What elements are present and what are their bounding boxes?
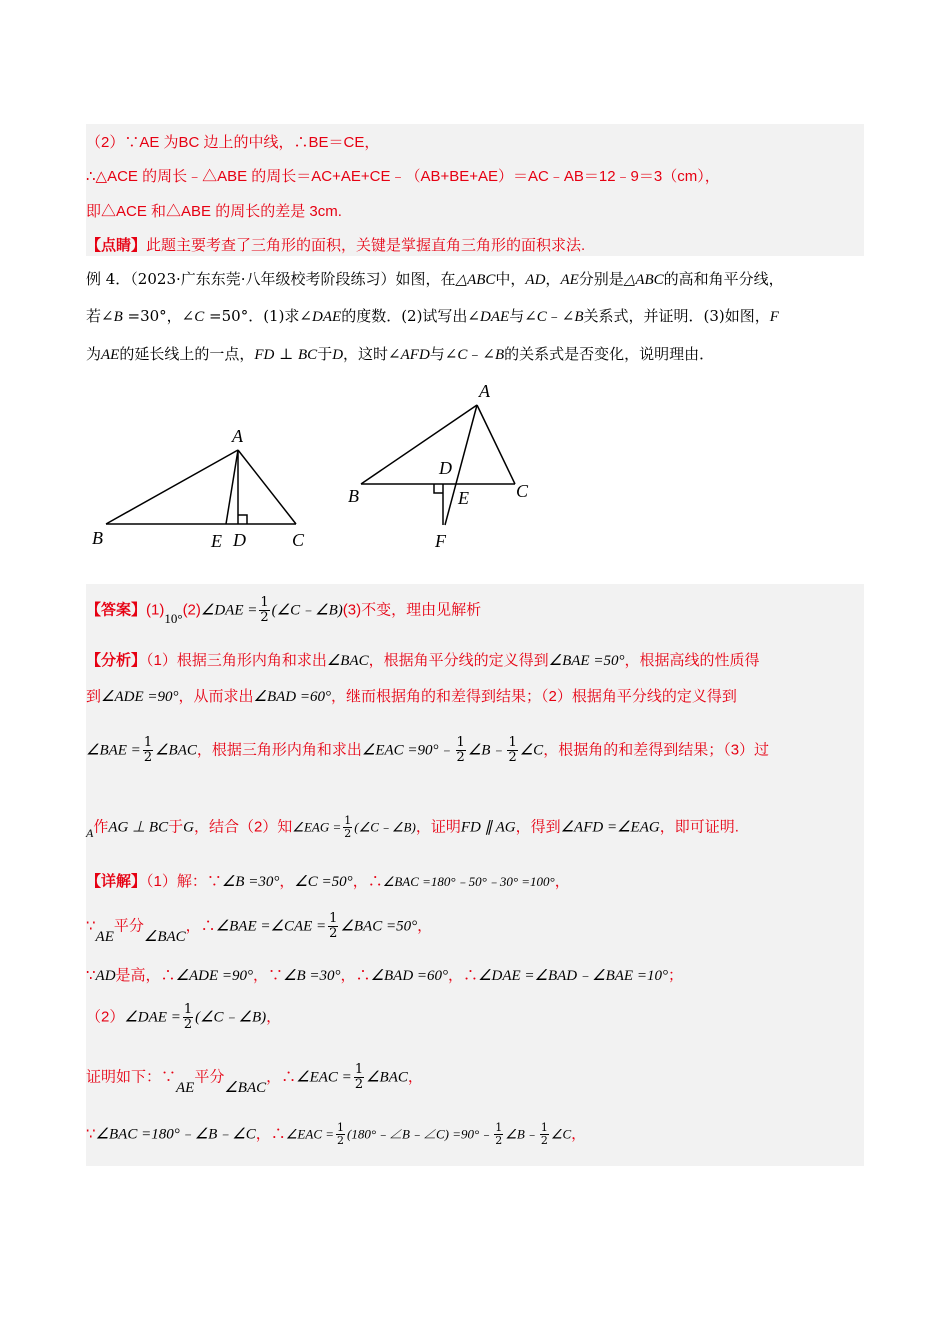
detail-l6-ft: 1 [337,1121,345,1134]
problem-line2-g: 的度数．(2)试写出∠ [341,307,481,325]
fig1-label-e: E [211,531,222,551]
problem-line1-b: 中， [495,270,526,288]
problem-line2-d: C [194,309,205,325]
detail-l6-fb: 2 [337,1134,345,1147]
problem-line3-d: FD [254,347,275,363]
detail-l1-b: ∠B =30° [221,874,280,890]
detail-l6-g: ∠C [550,1126,572,1142]
detail-line-3 [86,964,683,985]
detail-line-5 [86,1062,423,1096]
fig2-label-d: D [439,458,452,478]
analysis-l2-c: ，从而求出 [178,688,254,705]
problem-line3-k: 与∠ [429,345,458,363]
detail-l4-fb: 2 [183,1017,193,1032]
answer-frac-bot: 2 [260,610,269,625]
fig2-label-b: B [348,486,359,506]
problem-line3-o: 的关系式是否变化，说明理由． [504,345,715,363]
analysis-l4-g: ∠EAG = [292,819,342,835]
analysis-l2-d: ∠BAD =60° [253,689,331,705]
answer-p2: (2) [182,601,201,619]
answer-frac-top: 1 [260,595,269,610]
detail-l2-ft: 1 [329,911,338,926]
analysis-l4-frac-bot: 2 [344,827,352,840]
detail-l3-a: ∵ [86,967,96,984]
detail-l3-c: 是高，∴ [115,967,176,984]
analysis-l3-g: ，根据角的和差得到结果；（3）过 [543,741,770,759]
detail-l5-d: ∠BAC [224,1079,267,1096]
analysis-l3-frac2-top: 1 [456,735,465,750]
fig1-label-c: C [292,530,305,550]
answer-p3: (3)不变，理由见解析 [342,601,482,619]
triangle-figure-2 [345,375,545,555]
analysis-l2-e: ，继而根据角的和差得到结果；（2）根据角平分线的定义得到 [331,688,737,705]
problem-line2-l: B [574,309,584,325]
problem-line-1 [86,268,784,289]
detail-l2-h: ， [417,917,433,935]
analysis-l3-f: ∠C [519,742,544,759]
problem-line2-m: 关系式，并证明．(3)如图， [583,307,770,325]
detail-l6-a: ∵ [86,1125,96,1143]
analysis-l4-e: G [183,819,194,836]
detail-l1-d: ∠C =50° [294,874,353,890]
problem-line2-f: DAE [312,309,342,325]
comment-text: 此题主要考查了三角形的面积，关键是掌握直角三角形的面积求法. [146,237,586,254]
problem-line1-ad: AD [525,272,546,288]
prev-solution-line-3 [86,200,342,221]
analysis-l4-f: ，结合（2）知 [193,818,293,836]
prev-solution-line1: （2）∵AE 为BC 边上的中线，∴BE＝CE， [86,134,380,151]
detail-l6-f3b: 2 [540,1134,548,1147]
detail-line-2 [86,911,433,945]
analysis-l4-c: AG ⊥ BC [108,819,169,836]
answer-line [86,596,481,625]
problem-line-2 [86,305,779,326]
detail-tag: 【详解】 [86,873,147,890]
detail-l1-c: ， [279,873,295,890]
answer-eq-right: (∠C﹣∠B) [271,602,343,619]
detail-l6-f: ∠B﹣ [505,1126,538,1142]
analysis-l1-e: ，根据高线的性质得 [624,652,760,669]
problem-line3-h: D [332,347,344,363]
analysis-l2-b: ∠ADE =90° [101,689,179,705]
detail-l4-b: ∠DAE = [124,1009,181,1026]
fig2-label-c: C [516,481,529,501]
detail-l2-f: ∠BAE =∠CAE = [215,918,327,935]
analysis-l3-b: ∠BAC [155,742,197,759]
analysis-l4-a: A [86,825,94,840]
analysis-l4-b: 作 [93,818,109,836]
fig2-label-a: A [479,381,490,401]
detail-l3-g: ，∴ [340,967,371,984]
detail-l3-d: ∠ADE =90° [175,968,254,984]
problem-line2-a: 若∠ [86,307,114,325]
problem-line3-m: ﹣∠ [467,345,495,363]
problem-line2-c: =30°，∠ [122,307,195,325]
answer-eq-left: ∠DAE = [200,602,258,619]
problem-line1-ae: AE [560,272,579,288]
detail-l6-f2b: 2 [495,1134,503,1147]
problem-line3-c: 的延长线上的一点， [119,345,255,363]
detail-l2-g: ∠BAC =50° [340,918,418,935]
detail-l3-k: ； [667,967,683,984]
problem-line3-f: BC [298,347,318,363]
prev-solution-comment [86,234,585,255]
detail-l3-j: ∠DAE =∠BAD﹣∠BAE =10° [478,968,668,984]
analysis-l3-frac-bot: 2 [143,750,153,765]
detail-l6-c: ，∴ [255,1125,286,1143]
detail-line-1 [86,870,570,891]
problem-line2-k: ﹣∠ [546,307,575,325]
detail-l4-ft: 1 [183,1002,193,1017]
analysis-line-3 [86,736,769,765]
analysis-tag: 【分析】 [86,652,147,669]
analysis-line-4 [86,815,739,840]
problem-line1-d: 分别是 [578,270,624,288]
analysis-l4-h: (∠C﹣∠B) [354,819,416,835]
fig1-label-d: D [233,530,246,550]
detail-l6-e: (180°﹣∠B﹣∠C) =90°﹣ [347,1126,493,1142]
detail-l5-f: ∠EAC = [296,1069,352,1086]
prev-solution-line-1 [86,131,379,152]
problem-line1-e: 的高和角平分线， [663,270,784,288]
problem-line3-b: AE [101,347,120,363]
detail-l2-a: ∵ [86,917,96,935]
detail-l2-e: ，∴ [185,917,216,935]
detail-l5-a: 证明如下：∵ [86,1068,177,1086]
prev-solution-line2: ∴△ACE 的周长﹣△ABE 的周长＝AC+AE+CE﹣（AB+BE+AE）＝AC﹣AB＝12﹣9＝3（cm）， [86,168,720,185]
detail-l2-b: AE [95,928,114,945]
problem-line3-l: C [457,347,468,363]
prev-solution-line3: 即△ACE 和△ABE 的周长的差是 3cm. [86,203,342,220]
detail-l1-e: ，∴ [352,873,383,890]
problem-line3-j: AFD [400,347,430,363]
problem-line3-n: B [494,347,505,363]
analysis-l3-frac-top: 1 [143,735,153,750]
fig1-label-b: B [92,528,103,548]
detail-l2-d: ∠BAC [143,928,186,945]
fig1-label-a: A [232,426,243,446]
analysis-l4-k: ，得到 [515,818,561,836]
detail-l2-fb: 2 [329,926,338,941]
detail-l5-ft: 1 [354,1062,364,1077]
detail-l5-fb: 2 [354,1077,364,1092]
problem-line1-c: ， [545,270,561,288]
fig2-label-f: F [435,531,446,551]
problem-line2-e: =50°．(1)求∠ [204,307,313,325]
detail-l3-h: ∠BAD =60° [370,968,449,984]
detail-l4-a: （2） [86,1008,125,1026]
problem-line2-n: F [769,309,779,325]
detail-l3-b: AD [95,968,116,984]
analysis-l3-c: ，根据三角形内角和求出 [196,741,362,759]
problem-line3-a: 为 [86,345,102,363]
analysis-l1-d: ∠BAE =50° [548,653,625,669]
detail-l6-b: ∠BAC =180°﹣∠B﹣∠C [95,1126,256,1143]
analysis-l3-a: ∠BAE = [86,742,141,759]
detail-l4-d: ， [266,1008,282,1026]
analysis-l2-a: 到 [86,688,102,705]
prev-solution-line-2 [86,165,720,186]
problem-line3-i: ，这时∠ [343,345,401,363]
detail-l1-g: ， [554,873,570,890]
detail-l5-h: ， [407,1068,423,1086]
detail-l3-i: ，∴ [448,967,479,984]
detail-l6-f2t: 1 [495,1121,503,1134]
problem-line2-b: B [113,309,123,325]
detail-l3-e: ，∵ [253,967,284,984]
analysis-l3-d: ∠EAC =90°﹣ [361,742,454,759]
detail-l5-c: 平分 [194,1068,225,1086]
analysis-l4-l: ∠AFD =∠EAG [560,819,660,836]
comment-tag: 【点睛】 [86,237,147,254]
detail-l5-b: AE [176,1079,195,1096]
analysis-l3-frac3-top: 1 [508,735,517,750]
answer-v1: 10° [164,610,183,626]
detail-l1-f: ∠BAC =180°﹣50°﹣30° =100° [382,874,555,889]
problem-line1-tri: △ABC [455,272,496,288]
detail-l2-c: 平分 [113,917,144,935]
answer-p1: (1) [146,601,165,619]
detail-line-6 [86,1122,586,1147]
detail-l3-f: ∠B =30° [283,968,341,984]
analysis-l1-b: ∠BAC [326,653,369,669]
problem-line3-g: 于 [317,345,333,363]
analysis-l1-a: （1）根据三角形内角和求出 [146,652,327,669]
detail-l6-d: ∠EAC = [285,1126,335,1142]
detail-l5-e: ，∴ [266,1068,297,1086]
fig2-label-e: E [458,488,469,508]
analysis-l4-j: FD ∥ AG [460,819,516,836]
detail-l6-h: ， [571,1125,587,1143]
problem-line1-a: 例 4．（2023·广东东莞·八年级校考阶段练习）如图，在 [86,270,456,288]
analysis-l4-i: ，证明 [415,818,461,836]
analysis-l4-m: ，即可证明. [659,818,739,836]
detail-l5-g: ∠BAC [366,1069,408,1086]
triangle-figure-1 [86,420,326,560]
analysis-l3-frac2-bot: 2 [456,750,465,765]
detail-l6-f3t: 1 [540,1121,548,1134]
analysis-l4-frac-top: 1 [344,814,352,827]
problem-line-3 [86,343,714,364]
analysis-l1-c: ，根据角平分线的定义得到 [368,652,549,669]
detail-l4-c: (∠C﹣∠B) [195,1009,267,1026]
analysis-l3-e: ∠B﹣ [467,742,506,759]
analysis-line-1 [86,649,759,670]
analysis-l4-d: 于 [168,818,184,836]
analysis-line-2 [86,685,737,706]
problem-line3-e: ⊥ [274,345,299,363]
detail-line-4 [86,1003,281,1032]
analysis-l3-frac3-bot: 2 [508,750,517,765]
problem-line2-i: 与∠ [509,307,537,325]
problem-line1-tri2: △ABC [623,272,664,288]
problem-line2-h: DAE [480,309,510,325]
answer-tag: 【答案】 [86,601,147,619]
detail-l1-a: （1）解：∵ [146,873,222,890]
problem-line2-j: C [536,309,547,325]
